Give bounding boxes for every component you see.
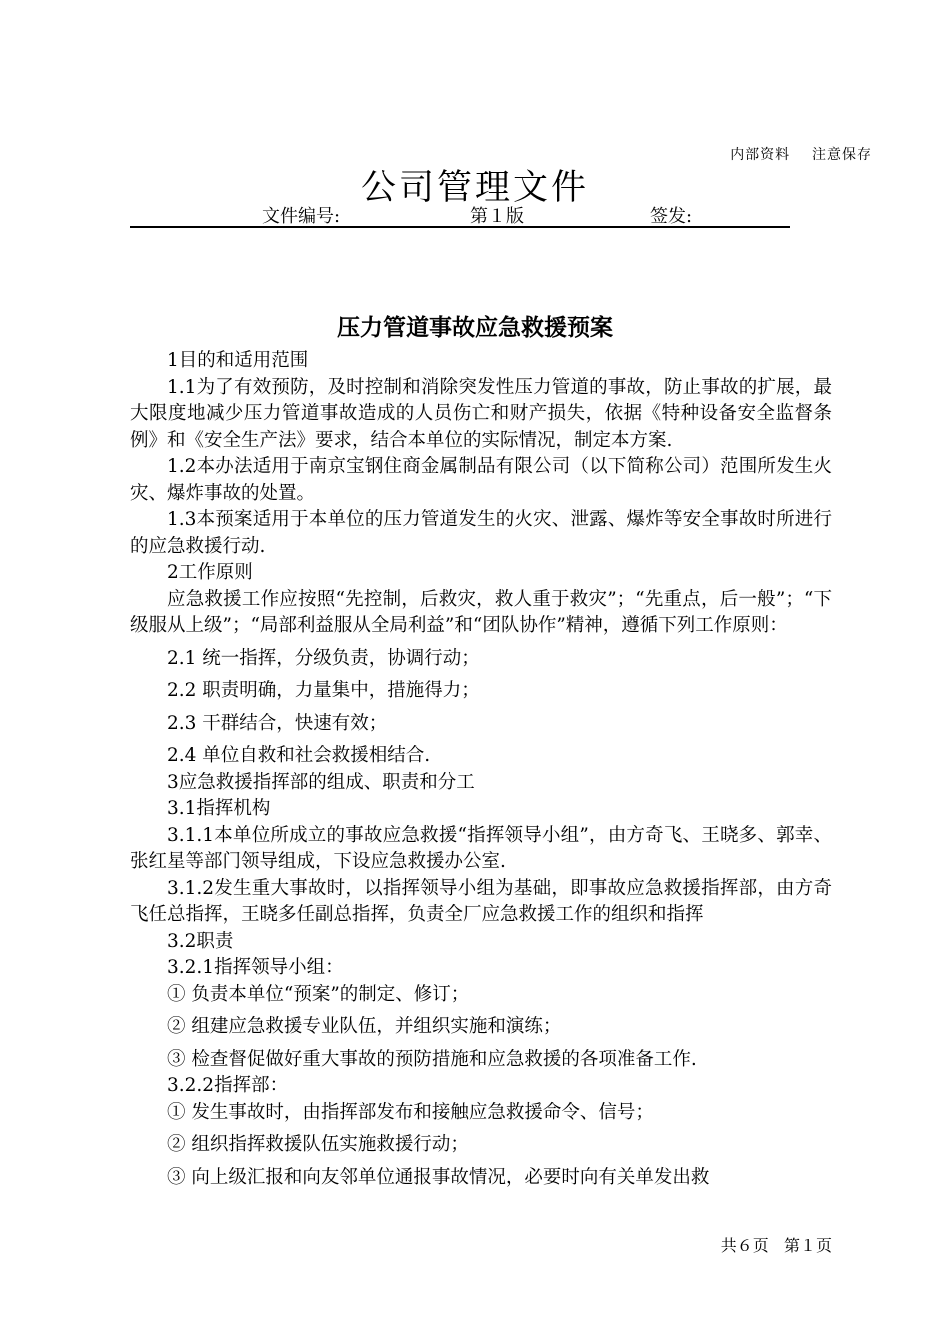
body-paragraph: 3.1指挥机构 [167,798,271,819]
document-body [130,348,832,1191]
body-paragraph: 1目的和适用范围 [167,350,309,371]
body-paragraph: 3.1.1本单位所成立的事故应急救援“指挥领导小组”，由方奇飞、王晓多、郭幸、张红星等部门领导组成，下设应急救援办公室. [130,824,832,872]
body-paragraph: 1.2本办法适用于南京宝钢住商金属制品有限公司（以下简称公司）范围所发生火灾、爆炸事故的处置。 [130,456,832,504]
body-paragraph: ③ 向上级汇报和向友邻单位通报事故情况，必要时向有关单发出救 [167,1166,710,1188]
version-label: 第１版 [470,206,524,227]
body-paragraph: 应急救援工作应按照“先控制，后救灾，救人重于救灾”；“先重点，后一般”；“下级服从上级”；“局部利益服从全局利益”和“团队协作”精神，遵循下列工作原则： [130,588,832,636]
body-paragraph: ① 负责本单位“预案”的制定、修订； [167,983,470,1005]
document-meta-line [130,202,790,228]
body-paragraph: ② 组建应急救援专业队伍，并组织实施和演练； [167,1016,562,1037]
confidential-note: 内部资料 注意保存 [730,147,872,163]
body-paragraph: 1.3本预案适用于本单位的压力管道发生的火灾、泄露、爆炸等安全事故时所进行的应急救援行动. [130,509,832,557]
body-paragraph: ② 组织指挥救援队伍实施救援行动； [167,1134,469,1155]
body-paragraph: 2.2 职责明确，力量集中，措施得力； [167,680,480,701]
body-paragraph: 3.1.2发生重大事故时，以指挥领导小组为基础，即事故应急救援指挥部，由方奇飞任总指挥，王晓多任副总指挥，负责全厂应急救援工作的组织和指挥 [130,877,832,925]
body-paragraph: 3.2.1指挥领导小组： [167,957,344,978]
body-paragraph: ③ 检查督促做好重大事故的预防措施和应急救援的各项准备工作. [167,1048,697,1070]
body-paragraph: 1.1为了有效预防，及时控制和消除突发性压力管道的事故，防止事故的扩展，最大限度地减少压力管道事故造成的人员伤亡和财产损失，依据《特种设备安全监督条例》和《安全生产法》要求，结合本单位的实际情况，制定本方案. [130,376,832,451]
body-paragraph: 2.3 干群结合，快速有效； [167,712,388,734]
body-paragraph: 2.4 单位自救和社会救援相结合. [167,745,431,766]
body-paragraph: 3.2.2指挥部： [167,1075,289,1096]
body-paragraph: ① 发生事故时，由指挥部发布和接触应急救援命令、信号； [167,1101,654,1123]
document-title: 压力管道事故应急救援预案 [337,315,613,341]
body-paragraph: 2工作原则 [167,562,253,583]
body-paragraph: 3应急救援指挥部的组成、职责和分工 [167,771,475,793]
body-paragraph: 3.2职责 [167,930,234,952]
doc-number-label: 文件编号: [262,206,341,227]
document-header-title: 公司管理文件 [360,168,589,208]
sign-label: 签发: [650,206,693,227]
page-footer: 共６页 第１页 [720,1236,832,1255]
body-paragraph: 2.1 统一指挥，分级负责，协调行动； [167,647,480,669]
